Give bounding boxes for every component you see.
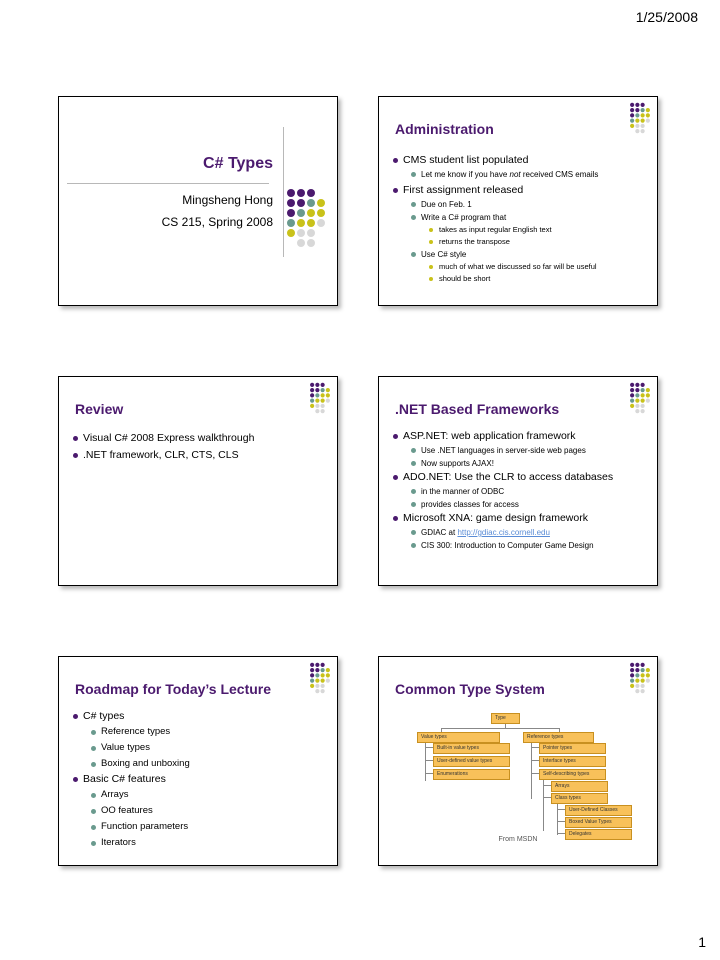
page-number: 1 (698, 934, 706, 950)
list-item: much of what we discussed so far will be useful (429, 261, 651, 273)
list-item: C# types Reference types Value types Boxing and unboxing (73, 709, 331, 772)
slide-title-card (58, 96, 338, 306)
bullet-list (393, 429, 651, 552)
page-date: 1/25/2008 (635, 9, 698, 25)
list-item: CIS 300: Introduction to Computer Game Design (411, 539, 651, 552)
slide-title: Review (75, 401, 124, 417)
dot-grid-decoration (629, 661, 651, 695)
dot-grid-decoration (629, 381, 651, 415)
slide-title: Roadmap for Today’s Lecture (75, 681, 272, 697)
slide-roadmap (58, 656, 338, 866)
list-item: CMS student list populated Let me know if you have not received CMS emails (393, 153, 651, 181)
type-box-self-describing: Self-describing types (539, 769, 606, 780)
list-item: Value types (91, 740, 331, 756)
gdiac-link[interactable]: http://gdiac.cis.cornell.edu (457, 528, 550, 537)
list-item: Boxing and unboxing (91, 756, 331, 772)
dot-grid-decoration (285, 187, 325, 258)
diagram-caption: From MSDN (498, 836, 538, 843)
list-item: Due on Feb. 1 (411, 198, 651, 211)
bullet-list (73, 431, 331, 463)
slide-title: .NET Based Frameworks (395, 401, 560, 417)
type-box-arrays: Arrays (551, 781, 608, 792)
type-hierarchy-diagram (417, 713, 657, 843)
bullet-list (73, 709, 331, 851)
list-item: Let me know if you have not received CMS emails (411, 168, 651, 181)
slide-net-frameworks (378, 376, 658, 586)
list-item: Use .NET languages in server-side web pages (411, 444, 651, 457)
list-item: Now supports AJAX! (411, 457, 651, 470)
slide-title: Common Type System (395, 681, 545, 697)
type-box-user-defined-value: User-defined value types (433, 756, 510, 767)
list-item: Arrays (91, 787, 331, 803)
list-item: takes as input regular English text (429, 224, 651, 236)
type-box-class: Class types (551, 793, 608, 804)
dot-grid-decoration (309, 661, 331, 695)
list-item: Basic C# features Arrays OO features Function parameters Iterators (73, 772, 331, 851)
list-item: First assignment released Due on Feb. 1 Write a C# program that takes as input regular English text returns the transpose Use C# style much of what we discussed so far will be useful should be short (393, 183, 651, 285)
list-item: Reference types (91, 724, 331, 740)
list-item: returns the transpose (429, 236, 651, 248)
type-box-pointer: Pointer types (539, 743, 606, 754)
list-item: in the manner of ODBC (411, 485, 651, 498)
list-item: ASP.NET: web application framework Use .NET languages in server-side web pages Now supports AJAX! (393, 429, 651, 470)
author-name: Mingsheng Hong (182, 193, 273, 207)
course-name: CS 215, Spring 2008 (161, 215, 273, 229)
list-item: Iterators (91, 835, 331, 851)
type-box-interface: Interface types (539, 756, 606, 767)
type-box-delegates: Delegates (565, 829, 632, 840)
divider-horizontal (67, 183, 269, 184)
dot-grid-decoration (309, 381, 331, 415)
type-box-enumerations: Enumerations (433, 769, 510, 780)
slide-common-type-system (378, 656, 658, 866)
slide-title: C# Types (203, 155, 273, 172)
list-item: Use C# style much of what we discussed so far will be useful should be short (411, 248, 651, 285)
list-item: OO features (91, 803, 331, 819)
list-item: provides classes for access (411, 498, 651, 511)
slide-review (58, 376, 338, 586)
list-item: Write a C# program that takes as input regular English text returns the transpose (411, 211, 651, 248)
type-box-root: Type (491, 713, 520, 724)
list-item: GDIAC at http://gdiac.cis.cornell.edu (411, 526, 651, 539)
bullet-list (393, 153, 651, 285)
type-box-reference-types: Reference types (523, 732, 594, 743)
type-box-builtin-value: Built-in value types (433, 743, 510, 754)
list-item: ADO.NET: Use the CLR to access databases in the manner of ODBC provides classes for access (393, 470, 651, 511)
list-item: Microsoft XNA: game design framework GDIAC at http://gdiac.cis.cornell.edu CIS 300: Introduction to Computer Game Design (393, 511, 651, 552)
list-item: .NET framework, CLR, CTS, CLS (73, 448, 331, 463)
dot-grid-decoration (629, 101, 651, 135)
list-item: Visual C# 2008 Express walkthrough (73, 431, 331, 446)
type-box-boxed-value: Boxed Value Types (565, 817, 632, 828)
list-item: Function parameters (91, 819, 331, 835)
slide-administration (378, 96, 658, 306)
list-item: should be short (429, 273, 651, 285)
divider-vertical (283, 127, 284, 257)
type-box-user-defined-classes: User-Defined Classes (565, 805, 632, 816)
slide-title: Administration (395, 121, 494, 137)
type-box-value-types: Value types (417, 732, 500, 743)
